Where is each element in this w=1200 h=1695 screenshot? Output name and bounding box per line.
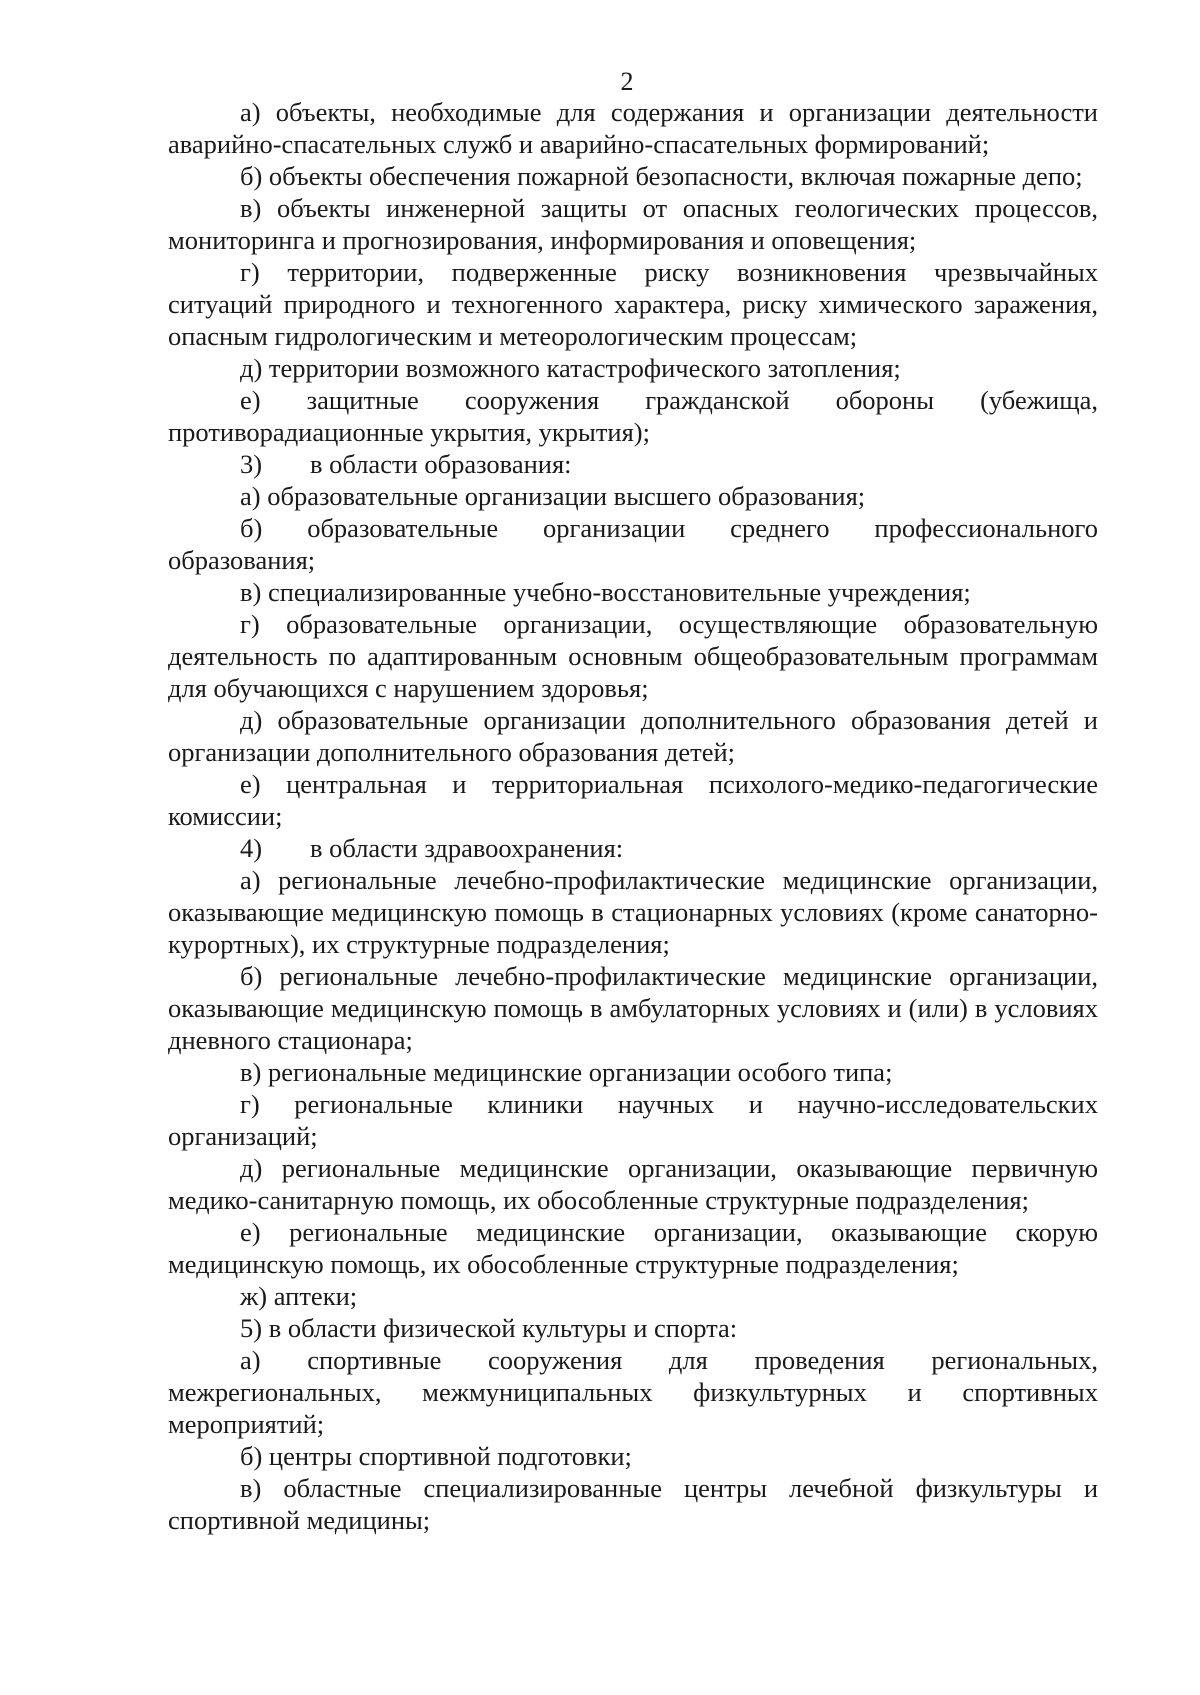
item-v-engineering-protection: в) объекты инженерной защиты от опасных геологических процессов, мониторинга и прогнозирования, информирования и оповещения; <box>168 193 1098 255</box>
item-e-emergency-care: е) региональные медицинские организации, оказывающие скорую медицинскую помощь, их обособленные структурные подразделения; <box>168 1217 1098 1279</box>
item-e-civil-defense: е) защитные сооружения гражданской обороны (убежища, противорадиационные укрытия, укрытия); <box>168 385 1098 447</box>
item-b-vocational-education: б) образовательные организации среднего профессионального образования; <box>168 513 1098 575</box>
item-a-emergency-services: а) объекты, необходимые для содержания и организации деятельности аварийно-спасательных служб и аварийно-спасательных формирований; <box>168 97 1098 159</box>
document-body <box>168 96 1098 1536</box>
item-zh-pharmacies: ж) аптеки; <box>240 1281 358 1311</box>
item-d-primary-care: д) региональные медицинские организации, оказывающие первичную медико-санитарную помощь, их обособленные структурные подразделения; <box>168 1153 1098 1215</box>
section-heading-sport: 5) в области физической культуры и спорта: <box>240 1313 738 1343</box>
item-d-flood-territories: д) территории возможного катастрофического затопления; <box>240 353 901 383</box>
section-title: в области здравоохранения: <box>310 833 624 863</box>
item-b-outpatient-care: б) региональные лечебно-профилактические медицинские организации, оказывающие медицинскую помощь в амбулаторных условиях и (или) в условиях дневного стационара; <box>168 961 1098 1055</box>
item-g-research-clinics: г) региональные клиники научных и научно-исследовательских организаций; <box>168 1089 1098 1151</box>
item-v-rehabilitation-institutions: в) специализированные учебно-восстановительные учреждения; <box>240 577 971 607</box>
section-heading-healthcare <box>168 832 1098 864</box>
item-a-higher-education: а) образовательные организации высшего образования; <box>240 481 866 511</box>
item-a-inpatient-care: а) региональные лечебно-профилактические медицинские организации, оказывающие медицинскую помощь в стационарных условиях (кроме санаторно-курортных), их структурные подразделения; <box>168 865 1098 959</box>
section-number: 3) <box>240 449 263 479</box>
item-a-sport-facilities: а) спортивные сооружения для проведения региональных, межрегиональных, межмуниципальных физкультурных и спортивных мероприятий; <box>168 1345 1098 1439</box>
section-title: в области образования: <box>310 449 572 479</box>
item-v-special-type-orgs: в) региональные медицинские организации особого типа; <box>240 1057 893 1087</box>
item-g-adapted-programs: г) образовательные организации, осуществляющие образовательную деятельность по адаптированным основным общеобразовательным программам для обучающихся с нарушением здоровья; <box>168 609 1098 703</box>
item-d-additional-education: д) образовательные организации дополнительного образования детей и организации дополнительного образования детей; <box>168 705 1098 767</box>
page-number: 2 <box>620 67 634 96</box>
item-b-fire-safety: б) объекты обеспечения пожарной безопасности, включая пожарные депо; <box>240 161 1083 191</box>
item-g-risk-territories: г) территории, подверженные риску возникновения чрезвычайных ситуаций природного и техногенного характера, риску химического заражения, опасным гидрологическим и метеорологическим процессам; <box>168 257 1098 351</box>
item-b-training-centers: б) центры спортивной подготовки; <box>240 1441 632 1471</box>
section-heading-education <box>168 448 1098 480</box>
item-e-psych-commissions: е) центральная и территориальная психолого-медико-педагогические комиссии; <box>168 769 1098 831</box>
section-number: 4) <box>240 833 263 863</box>
item-v-sports-medicine-centers: в) областные специализированные центры лечебной физкультуры и спортивной медицины; <box>168 1473 1098 1535</box>
